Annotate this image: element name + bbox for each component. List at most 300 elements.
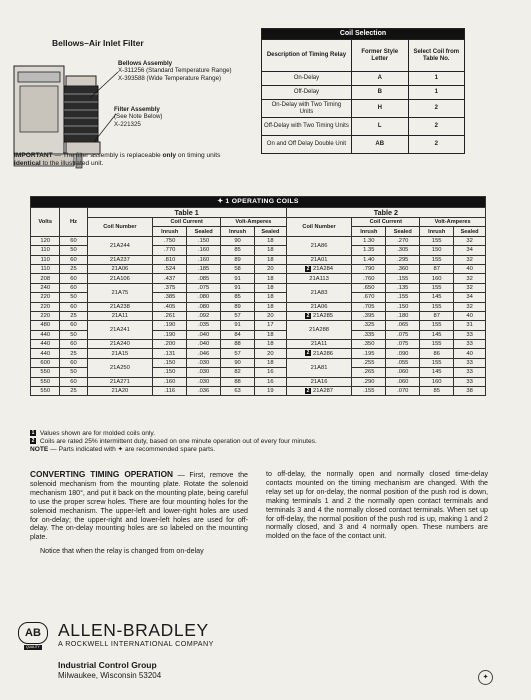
title-marks: ✦ 1 (217, 198, 230, 205)
coil-number-2-text: 21A83 (310, 289, 328, 296)
cell-va-sealed-2: 32 (454, 236, 486, 245)
cell-inrush-2: 1.35 (352, 246, 386, 255)
cell-va-sealed-1: 16 (255, 377, 287, 386)
cell-sealed-2: .060 (386, 377, 420, 386)
cell-va-sealed-2: 32 (454, 283, 486, 292)
cell-coil-number-1: 21A244 (87, 236, 153, 255)
cell-volts: 600 (31, 358, 60, 367)
cell-inrush-1: .385 (153, 293, 187, 302)
coil-selection-letter: A (351, 72, 408, 86)
table-row (31, 302, 486, 311)
note-2-text: Coils are rated 25% intermittent duty, based on one minute operation out of every four minutes. (38, 438, 317, 446)
cell-va-inrush-2: 160 (420, 274, 454, 283)
table-row (31, 321, 486, 330)
cell-sealed-2: .180 (386, 311, 420, 320)
cell-sealed-1: .046 (187, 349, 221, 358)
cell-va-sealed-1: 18 (255, 302, 287, 311)
coil-number-2-text: 21A86 (310, 242, 328, 249)
cell-inrush-1: .405 (153, 302, 187, 311)
article-paragraph-2: Notice that when the relay is changed from on-delay (40, 547, 204, 556)
cell-inrush-2: .195 (352, 349, 386, 358)
cell-va-sealed-2: 33 (454, 358, 486, 367)
cell-va-sealed-1: 18 (255, 236, 287, 245)
cell-va-inrush-1: 90 (221, 236, 255, 245)
col-sealed: Sealed (454, 227, 486, 236)
cell-va-inrush-1: 82 (221, 368, 255, 377)
note-2-mark: 2 (31, 438, 35, 445)
coil-selection-table: 2 (408, 136, 464, 154)
cell-sealed-2: .360 (386, 264, 420, 273)
table-row (31, 377, 486, 386)
cell-sealed-1: .080 (187, 302, 221, 311)
cell-coil-number-2 (286, 255, 352, 264)
ab-logo: AB (18, 622, 48, 644)
cell-inrush-2: .395 (352, 311, 386, 320)
cell-va-sealed-1: 20 (255, 311, 287, 320)
cell-sealed-2: .070 (386, 387, 420, 396)
cell-sealed-2: .060 (386, 368, 420, 377)
cell-sealed-1: .030 (187, 368, 221, 377)
cell-inrush-1: .116 (153, 387, 187, 396)
coil-selection-desc: Off-Delay (262, 86, 352, 100)
cell-va-inrush-2: 155 (420, 236, 454, 245)
cell-va-sealed-2: 34 (454, 246, 486, 255)
table-row (31, 349, 486, 358)
cell-va-sealed-1: 18 (255, 358, 287, 367)
cell-sealed-1: .085 (187, 274, 221, 283)
cell-va-sealed-1: 19 (255, 387, 287, 396)
col-coil-number-2: Coil Number (286, 218, 352, 237)
note-3 (30, 446, 317, 454)
cell-inrush-2: .155 (352, 387, 386, 396)
footnote-mark: 2 (306, 387, 310, 394)
cell-va-inrush-2: 87 (420, 264, 454, 273)
cell-va-sealed-1: 20 (255, 264, 287, 273)
cell-coil-number-1: 21A11 (87, 311, 153, 320)
filter-part: X-221325 (114, 120, 141, 128)
cell-coil-number-1: 21A237 (87, 255, 153, 264)
cell-coil-number-2 (286, 349, 352, 358)
cell-va-inrush-1: 58 (221, 264, 255, 273)
cell-va-sealed-2: 32 (454, 255, 486, 264)
cell-va-inrush-1: 89 (221, 255, 255, 264)
cell-va-inrush-1: 85 (221, 246, 255, 255)
cell-inrush-1: .750 (153, 236, 187, 245)
important-label: IMPORTANT (14, 152, 53, 159)
cell-sealed-1: .030 (187, 358, 221, 367)
cell-coil-number-2 (286, 236, 352, 255)
cell-va-sealed-2: 34 (454, 293, 486, 302)
cell-va-inrush-1: 90 (221, 358, 255, 367)
coil-number-2-text: 21A287 (313, 388, 334, 395)
cell-inrush-1: .160 (153, 377, 187, 386)
cell-volts: 220 (31, 311, 60, 320)
cell-va-sealed-1: 18 (255, 340, 287, 349)
coil-selection-table: 2 (408, 100, 464, 118)
cell-va-sealed-2: 40 (454, 349, 486, 358)
cell-volts: 120 (31, 236, 60, 245)
cell-sealed-2: .155 (386, 274, 420, 283)
cell-sealed-2: .065 (386, 321, 420, 330)
cell-sealed-1: .035 (187, 321, 221, 330)
cell-va-inrush-1: 91 (221, 274, 255, 283)
bellows-wide-part: X-393588 (Wide Temperature Range) (118, 74, 222, 82)
cell-sealed-1: .150 (187, 236, 221, 245)
coil-number-2-text: 21A286 (313, 350, 334, 357)
cell-inrush-2: .350 (352, 340, 386, 349)
cell-sealed-2: .270 (386, 236, 420, 245)
cell-va-inrush-2: 145 (420, 368, 454, 377)
important-text-a: — The filter assembly is replaceable (52, 152, 163, 159)
cell-va-inrush-1: 63 (221, 387, 255, 396)
col-sealed: Sealed (187, 227, 221, 236)
important-text-c: to the illustrated unit. (40, 160, 104, 167)
cell-va-sealed-2: 32 (454, 302, 486, 311)
col-volt-amperes-1: Volt-Amperes (221, 218, 287, 227)
col-inrush: Inrush (221, 227, 255, 236)
coil-selection-table (261, 28, 465, 154)
cell-va-sealed-2: 31 (454, 321, 486, 330)
cell-hz: 25 (60, 264, 87, 273)
cell-va-sealed-2: 32 (454, 274, 486, 283)
cell-inrush-1: .375 (153, 283, 187, 292)
coil-selection-row (262, 118, 465, 136)
cell-hz: 60 (60, 255, 87, 264)
coil-number-2-text: 21A01 (310, 256, 328, 263)
article-p1: — First, remove the solenoid mechanism from the mounting plate. Rotate the solenoid mechanism 180°, and put it back on the mounting plate, being careful to use the proper screw holes. There are four mounting holes for the solenoid mechanism. The upper-left and lower-right holes are used for on-delay; the upper-right and lower-left holes are used for off-delay. The on-delay mounting holes are so labeled on the mounting plate. (30, 471, 248, 542)
col-inrush: Inrush (153, 227, 187, 236)
cell-volts: 440 (31, 340, 60, 349)
cell-inrush-1: .150 (153, 358, 187, 367)
cell-va-inrush-2: 155 (420, 302, 454, 311)
col-header-former-style: Former Style Letter (351, 40, 408, 72)
company-group: Industrial Control Group (58, 660, 157, 670)
article-column-right (266, 470, 488, 546)
cell-volts: 440 (31, 330, 60, 339)
coil-number-2-text: 21A113 (309, 275, 329, 282)
article-paragraph-1 (30, 470, 248, 542)
cell-va-inrush-2: 155 (420, 340, 454, 349)
cell-coil-number-1: 21A238 (87, 302, 153, 311)
cell-inrush-1: .200 (153, 340, 187, 349)
cell-sealed-1: .160 (187, 246, 221, 255)
operating-coils-table (30, 196, 486, 396)
cell-coil-number-2 (286, 321, 352, 340)
coil-number-2-text: 21A288 (309, 327, 330, 334)
coil-selection-desc: On-Delay (262, 72, 352, 86)
cell-inrush-2: .255 (352, 358, 386, 367)
col-coil-current-1: Coil Current (153, 218, 221, 227)
coil-selection-table: 2 (408, 118, 464, 136)
note-1-text: Values shown are for molded coils only. (38, 430, 156, 437)
col-header-select-coil: Select Coil from Table No. (408, 40, 464, 72)
operating-coils-header (31, 197, 486, 208)
cell-hz: 25 (60, 349, 87, 358)
cell-inrush-2: .290 (352, 377, 386, 386)
cell-va-inrush-2: 85 (420, 387, 454, 396)
figure-title: Bellows–Air Inlet Filter (52, 38, 144, 48)
table-row (31, 264, 486, 273)
cell-coil-number-2 (286, 358, 352, 377)
important-identical: identical (14, 160, 41, 167)
cell-va-inrush-2: 150 (420, 246, 454, 255)
coil-selection-letter: AB (351, 136, 408, 154)
cell-sealed-1: .030 (187, 377, 221, 386)
cell-volts: 208 (31, 274, 60, 283)
cell-va-sealed-1: 20 (255, 349, 287, 358)
cell-sealed-1: .040 (187, 340, 221, 349)
cell-inrush-1: .524 (153, 264, 187, 273)
cell-hz: 50 (60, 330, 87, 339)
cell-sealed-2: .155 (386, 293, 420, 302)
cell-va-inrush-1: 88 (221, 340, 255, 349)
article-column-left (30, 470, 248, 561)
col-coil-current-2: Coil Current (352, 218, 420, 227)
bellows-label: Bellows Assembly (118, 60, 173, 67)
cell-sealed-2: .075 (386, 330, 420, 339)
cell-va-inrush-2: 155 (420, 321, 454, 330)
article-paragraph-3: to off-delay, the normally open and normally closed time-delay contacts mounted on the timing mechanism are changed. With the relay set up for on-delay, the normal position of the push rod is down, making terminals 1 and 2 the normally open contact terminals and terminals 3 and 4 the normally closed contact terminals. When set up for off-delay, the normal position of the push rod is up, making 1 and 2 normally closed, and 3 and 4 normally open. These numbers are molded on the face of the contact unit. (266, 470, 488, 541)
footnote-mark: 2 (306, 265, 310, 272)
cell-va-inrush-2: 145 (420, 293, 454, 302)
cell-va-inrush-2: 155 (420, 255, 454, 264)
cell-sealed-1: .160 (187, 255, 221, 264)
coil-selection-letter: H (351, 100, 408, 118)
col-sealed: Sealed (255, 227, 287, 236)
cell-inrush-1: .261 (153, 311, 187, 320)
cell-coil-number-2 (286, 283, 352, 302)
table1-label: Table 1 (87, 208, 286, 218)
cell-sealed-2: .305 (386, 246, 420, 255)
cell-coil-number-2 (286, 387, 352, 396)
cell-volts: 550 (31, 377, 60, 386)
cell-coil-number-1: 21A75 (87, 283, 153, 302)
cell-coil-number-2 (286, 302, 352, 311)
cell-va-sealed-2: 33 (454, 368, 486, 377)
note-1-mark: 1 (31, 430, 35, 437)
table-row (31, 236, 486, 245)
note-text: — Parts indicated with ✦ are recommended spare parts. (48, 446, 216, 454)
cell-va-inrush-1: 57 (221, 311, 255, 320)
table-row (31, 387, 486, 396)
cell-sealed-1: .075 (187, 283, 221, 292)
cell-coil-number-2 (286, 377, 352, 386)
cell-hz: 25 (60, 311, 87, 320)
cell-volts: 550 (31, 368, 60, 377)
col-volts: Volts (31, 208, 60, 237)
col-header-description: Description of Timing Relay (262, 40, 352, 72)
coil-number-2-text: 21A06 (310, 303, 328, 310)
filter-note: (See Note Below) (114, 113, 163, 121)
cell-volts: 220 (31, 302, 60, 311)
important-text-b: on timing units (176, 152, 221, 159)
cell-coil-number-1: 21A15 (87, 349, 153, 358)
brand-subtitle: A ROCKWELL INTERNATIONAL COMPANY (58, 639, 214, 648)
cell-volts: 440 (31, 349, 60, 358)
cell-va-sealed-1: 18 (255, 330, 287, 339)
note-label: NOTE (30, 446, 49, 454)
coil-selection-desc: Off-Delay with Two Timing Units (262, 118, 352, 136)
cell-inrush-2: 1.40 (352, 255, 386, 264)
coil-selection-letter: B (351, 86, 408, 100)
cell-coil-number-2 (286, 311, 352, 320)
coil-selection-row (262, 86, 465, 100)
cell-va-inrush-1: 84 (221, 330, 255, 339)
cell-sealed-2: .075 (386, 340, 420, 349)
cell-sealed-1: .040 (187, 330, 221, 339)
important-only: only (162, 152, 177, 159)
cell-hz: 60 (60, 321, 87, 330)
bellows-figure (10, 22, 242, 170)
cell-inrush-2: .705 (352, 302, 386, 311)
cell-inrush-1: .131 (153, 349, 187, 358)
cell-volts: 220 (31, 293, 60, 302)
brand-name: ALLEN-BRADLEY (58, 620, 209, 640)
cell-volts: 240 (31, 283, 60, 292)
cell-volts: 110 (31, 255, 60, 264)
cell-va-sealed-2: 40 (454, 264, 486, 273)
col-volt-amperes-2: Volt-Amperes (420, 218, 486, 227)
cell-hz: 60 (60, 274, 87, 283)
cell-volts: 480 (31, 321, 60, 330)
cell-va-inrush-1: 57 (221, 349, 255, 358)
logo-quality-tag: QUALITY (24, 645, 42, 650)
cell-sealed-1: .092 (187, 311, 221, 320)
cell-inrush-2: .265 (352, 368, 386, 377)
cell-va-inrush-2: 87 (420, 311, 454, 320)
table-row (31, 340, 486, 349)
cell-sealed-2: .090 (386, 349, 420, 358)
table-row (31, 283, 486, 292)
cell-hz: 60 (60, 302, 87, 311)
cell-va-inrush-1: 88 (221, 377, 255, 386)
coil-number-2-text: 21A16 (310, 378, 328, 385)
cell-sealed-2: .135 (386, 283, 420, 292)
cell-hz: 60 (60, 340, 87, 349)
cell-inrush-1: .770 (153, 246, 187, 255)
coil-selection-title: Coil Selection (262, 29, 465, 40)
cell-va-sealed-2: 40 (454, 311, 486, 320)
cell-va-inrush-1: 91 (221, 283, 255, 292)
cell-sealed-2: .295 (386, 255, 420, 264)
cell-va-inrush-1: 89 (221, 302, 255, 311)
cell-volts: 550 (31, 387, 60, 396)
cell-coil-number-1: 21A06 (87, 264, 153, 273)
cell-hz: 60 (60, 377, 87, 386)
cell-va-inrush-1: 91 (221, 321, 255, 330)
col-hz: Hz (60, 208, 87, 237)
cell-va-sealed-1: 18 (255, 255, 287, 264)
important-note (14, 152, 242, 168)
cell-va-sealed-2: 38 (454, 387, 486, 396)
coil-number-2-text: 21A284 (313, 266, 334, 273)
cell-coil-number-2 (286, 340, 352, 349)
company-address: Milwaukee, Wisconsin 53204 (58, 671, 162, 680)
cell-va-sealed-1: 18 (255, 283, 287, 292)
cell-inrush-2: .670 (352, 293, 386, 302)
cell-inrush-1: .190 (153, 321, 187, 330)
cell-volts: 110 (31, 246, 60, 255)
col-sealed: Sealed (386, 227, 420, 236)
cell-inrush-1: .810 (153, 255, 187, 264)
cell-hz: 60 (60, 236, 87, 245)
article-heading: CONVERTING TIMING OPERATION (30, 469, 174, 479)
cell-va-inrush-1: 85 (221, 293, 255, 302)
cell-hz: 50 (60, 368, 87, 377)
cell-inrush-2: .650 (352, 283, 386, 292)
cell-hz: 60 (60, 358, 87, 367)
cell-inrush-1: .150 (153, 368, 187, 377)
coil-selection-table: 1 (408, 72, 464, 86)
coil-number-2-text: 21A285 (313, 313, 334, 320)
cell-va-sealed-1: 18 (255, 293, 287, 302)
coil-selection-row (262, 72, 465, 86)
cell-sealed-2: .055 (386, 358, 420, 367)
operating-coils-title: OPERATING COILS (231, 198, 299, 205)
cell-inrush-2: .335 (352, 330, 386, 339)
cell-va-inrush-2: 86 (420, 349, 454, 358)
cell-va-sealed-1: 18 (255, 274, 287, 283)
cell-inrush-2: .325 (352, 321, 386, 330)
cell-hz: 60 (60, 283, 87, 292)
cell-va-sealed-2: 33 (454, 330, 486, 339)
cell-va-sealed-1: 16 (255, 368, 287, 377)
cell-coil-number-1: 21A240 (87, 340, 153, 349)
col-coil-number-1: Coil Number (87, 218, 153, 237)
cell-va-sealed-1: 17 (255, 321, 287, 330)
cell-hz: 50 (60, 246, 87, 255)
cell-va-inrush-2: 160 (420, 377, 454, 386)
table-row (31, 274, 486, 283)
coil-number-2-text: 21A11 (310, 341, 328, 348)
bellows-std-part: X-311256 (Standard Temperature Range) (118, 67, 232, 75)
cell-coil-number-2 (286, 264, 352, 273)
coil-number-2-text: 21A81 (310, 364, 328, 371)
cell-hz: 50 (60, 293, 87, 302)
cell-sealed-1: .185 (187, 264, 221, 273)
col-inrush: Inrush (352, 227, 386, 236)
table2-label: Table 2 (286, 208, 485, 218)
table-row (31, 255, 486, 264)
cell-sealed-1: .036 (187, 387, 221, 396)
cell-va-sealed-2: 33 (454, 340, 486, 349)
cell-va-inrush-2: 155 (420, 283, 454, 292)
seal-icon: ✦ (478, 670, 493, 685)
cell-inrush-2: .760 (352, 274, 386, 283)
cell-coil-number-1: 21A106 (87, 274, 153, 283)
bellows-callout (118, 60, 232, 82)
cell-coil-number-2 (286, 274, 352, 283)
footnote-mark: 2 (306, 350, 310, 357)
col-inrush: Inrush (420, 227, 454, 236)
cell-inrush-1: .437 (153, 274, 187, 283)
coil-selection-letter: L (351, 118, 408, 136)
filter-label: Filter Assembly (114, 106, 160, 113)
table-notes (30, 430, 317, 455)
footnote-mark: 2 (306, 312, 310, 319)
cell-va-inrush-2: 145 (420, 330, 454, 339)
cell-inrush-2: .790 (352, 264, 386, 273)
filter-callout (114, 106, 163, 128)
coil-selection-row (262, 136, 465, 154)
cell-va-inrush-2: 155 (420, 358, 454, 367)
cell-coil-number-1: 21A250 (87, 358, 153, 377)
cell-volts: 110 (31, 264, 60, 273)
cell-coil-number-1: 21A20 (87, 387, 153, 396)
coil-selection-table: 1 (408, 86, 464, 100)
cell-sealed-1: .080 (187, 293, 221, 302)
note-1 (30, 430, 317, 438)
